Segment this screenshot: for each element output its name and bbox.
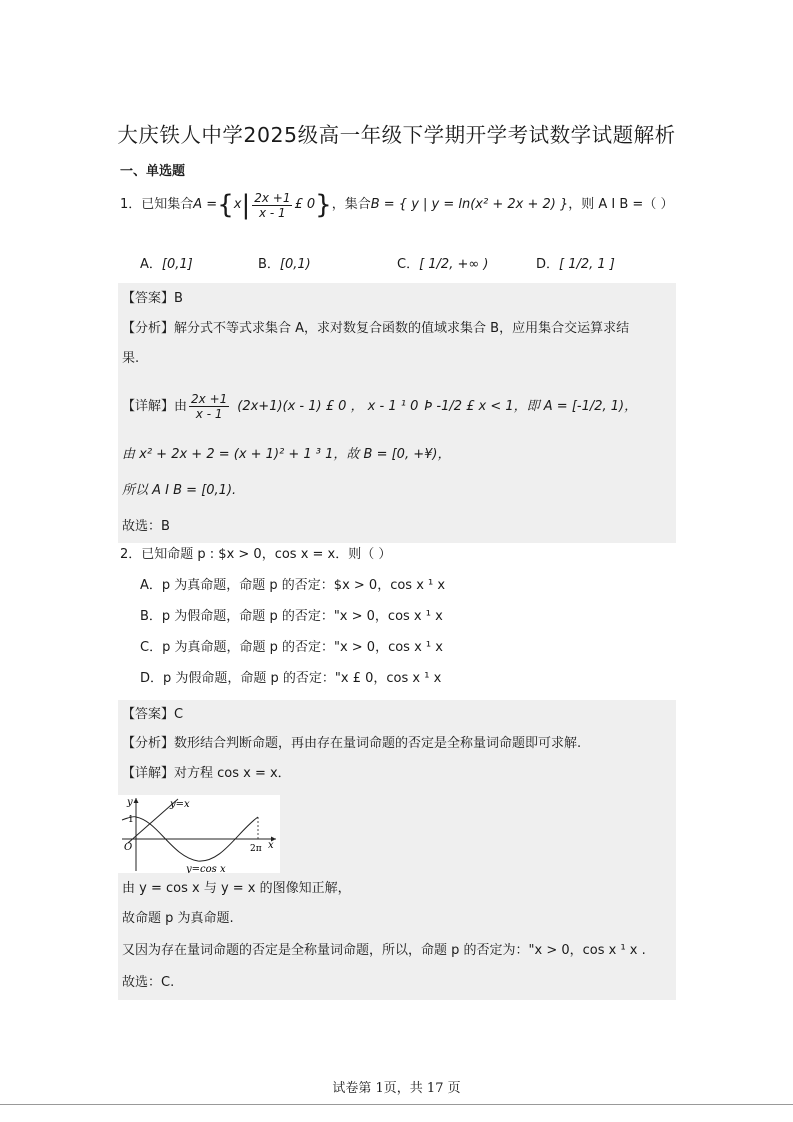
q1-analysis-line1: 【分析】解分式不等式求集合 A，求对数复合函数的值域求集合 B，应用集合交运算求结	[122, 321, 630, 336]
q1-detail-line2: 由 x² + 2x + 2 = (x + 1)² + 1 ³ 1，故 B = [0, +¥)，	[122, 447, 451, 462]
q2-detail-line2: 由 y = cos x 与 y = x 的图像知正解，	[122, 881, 351, 896]
q1-brace-open: {	[217, 190, 234, 220]
q1-answer: 【答案】B	[122, 291, 183, 306]
q2-option-b	[140, 608, 443, 626]
q1-set-b: B = { y | y = ln(x² + 2x + 2) }	[370, 197, 569, 212]
q1-stem	[120, 190, 673, 220]
q1-set-a-rel: £ 0	[294, 197, 316, 212]
q1-bar: |	[241, 190, 251, 220]
graph-label-y: y	[127, 797, 133, 808]
q2-answer: 【答案】C	[122, 707, 184, 722]
option-text: p 为假命题，命题 p 的否定："x £ 0，cos x ¹ x	[163, 671, 442, 686]
q1-detail-system: (2x+1)(x - 1) £ 0 ， x - 1 ¹ 0	[237, 398, 419, 414]
q1-set-a-var: x	[233, 197, 242, 212]
footer-divider	[0, 1104, 793, 1105]
q1-mid: ，集合	[331, 197, 371, 212]
q2-detail-line3: 故命题 p 为真命题.	[122, 911, 234, 926]
q2-option-a	[140, 577, 445, 595]
graph-label-x: x	[268, 840, 274, 851]
q1-set-a-num: 2x +1	[254, 190, 291, 205]
option-label: B．	[140, 609, 162, 624]
graph-label-yx: y=x	[170, 799, 190, 810]
q1-number: 1．已知集合	[120, 197, 194, 212]
q1-detail-fraction	[189, 392, 229, 421]
page-footer: 试卷第 1页，共 17 页	[332, 1081, 461, 1096]
q1-detail-num: 2x +1	[191, 392, 228, 406]
option-label: A．	[140, 257, 162, 272]
q2-detail-line4: 又因为存在量词命题的否定是全称量词命题，所以，命题 p 的否定为："x > 0，cos x ¹ x .	[122, 943, 646, 958]
option-value: [ 1/2, +∞ )	[419, 257, 489, 272]
q2-analysis: 【分析】数形结合判断命题，再由存在量词命题的否定是全称量词命题即可求解.	[122, 736, 582, 751]
q1-set-a-lhs: A =	[193, 197, 218, 212]
page-title: 大庆铁人中学2025级高一年级下学期开学考试数学试题解析	[117, 123, 676, 147]
option-label: C．	[140, 640, 163, 655]
cos-graph	[118, 795, 280, 873]
q1-option-c	[397, 256, 488, 274]
option-value: [0,1)	[279, 257, 311, 272]
q1-detail-result: Þ -1/2 £ x < 1，即 A = [-1/2, 1)，	[424, 398, 638, 414]
option-label: D．	[140, 671, 164, 686]
q1-option-d	[536, 256, 615, 274]
option-label: D．	[536, 257, 560, 272]
q1-set-a-fraction	[252, 191, 292, 220]
q1-detail-line3: 所以 A I B = [0,1).	[122, 483, 237, 498]
section-heading: 一、单选题	[120, 164, 186, 179]
option-text: p 为假命题，命题 p 的否定："x > 0，cos x ¹ x	[161, 609, 443, 624]
q1-detail-line1	[122, 392, 637, 421]
q2-option-c	[140, 639, 443, 657]
q1-analysis-line2: 果.	[122, 351, 140, 366]
option-text: p 为真命题，命题 p 的否定：$x > 0，cos x ¹ x	[161, 578, 446, 593]
option-label: B．	[258, 257, 280, 272]
option-text: p 为真命题，命题 p 的否定："x > 0，cos x ¹ x	[162, 640, 443, 655]
q1-tail: ，则 A I B =（ ）	[568, 197, 674, 212]
q1-choice: 故选：B	[122, 519, 170, 534]
graph-label-2pi: 2π	[250, 844, 262, 854]
q1-detail-prefix: 【详解】由	[122, 398, 188, 414]
option-label: C．	[397, 257, 420, 272]
q2-option-d	[140, 670, 441, 688]
option-label: A．	[140, 578, 162, 593]
graph-label-one: 1	[128, 815, 134, 825]
q2-choice: 故选：C.	[122, 975, 175, 990]
q1-option-b	[258, 256, 311, 274]
q1-detail-den: x - 1	[195, 407, 223, 421]
q1-brace-close: }	[315, 190, 332, 220]
graph-label-ycos: y=cos x	[186, 864, 226, 873]
graph-label-origin: O	[124, 842, 133, 853]
q2-detail-line1: 【详解】对方程 cos x = x．	[122, 766, 291, 781]
q1-set-a-den: x - 1	[258, 205, 286, 220]
option-value: [ 1/2, 1 ]	[559, 257, 615, 272]
option-value: [0,1]	[161, 257, 193, 272]
q1-option-a	[140, 256, 193, 274]
q2-stem: 2．已知命题 p : $x > 0，cos x = x．则（ ）	[120, 547, 392, 562]
